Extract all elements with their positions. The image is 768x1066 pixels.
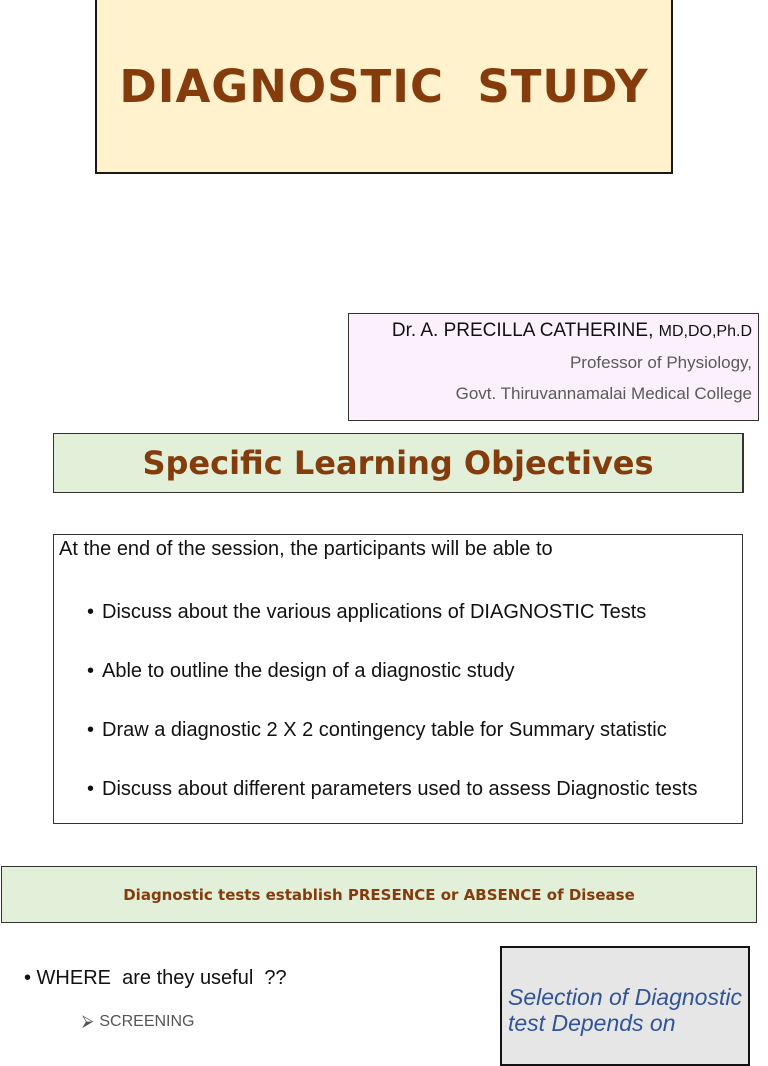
banner-box (1, 866, 757, 923)
where-question: • WHERE are they useful ?? (24, 967, 287, 989)
title-slide-box (95, 0, 673, 174)
document-title: DIAGNOSTIC STUDY (119, 59, 649, 113)
author-position: Professor of Physiology, (569, 353, 752, 372)
objective-text: Draw a diagnostic 2 X 2 contingency table for Summary statistic (102, 719, 667, 741)
arrow-bullet-icon: ⮚ (82, 1013, 94, 1030)
bullet-icon: • (87, 719, 95, 741)
bullet-icon: • (87, 778, 95, 800)
author-info-box (348, 313, 759, 421)
objectives-header-box (53, 433, 744, 493)
author-institution: Govt. Thiruvannamalai Medical College (455, 384, 752, 403)
objectives-heading: Specific Learning Objectives (142, 444, 654, 482)
bullet-icon: • (87, 660, 95, 682)
bullet-icon: • (87, 601, 95, 623)
objective-text: Discuss about different parameters used to assess Diagnostic tests (102, 778, 698, 800)
banner-text: Diagnostic tests establish PRESENCE or ABSENCE of Disease (123, 885, 635, 904)
screening-label: SCREENING (99, 1013, 195, 1030)
selection-callout-box (500, 946, 750, 1066)
author-name-line (349, 316, 752, 347)
objective-item (87, 777, 732, 802)
objective-item (87, 659, 732, 684)
author-name: Dr. A. PRECILLA CATHERINE, (391, 320, 654, 341)
objective-text: Discuss about the various applications of DIAGNOSTIC Tests (102, 601, 647, 623)
selection-text: Selection of Diagnostic test Depends on (508, 984, 742, 1036)
author-degrees: MD,DO,Ph.D (658, 323, 752, 340)
objective-item (87, 718, 732, 743)
objective-text: Able to outline the design of a diagnostic study (102, 660, 515, 682)
objective-item (87, 600, 732, 625)
screening-sub-item (82, 1013, 195, 1031)
objectives-list-box (53, 534, 743, 824)
objectives-intro: At the end of the session, the participants will be able to (59, 538, 553, 560)
